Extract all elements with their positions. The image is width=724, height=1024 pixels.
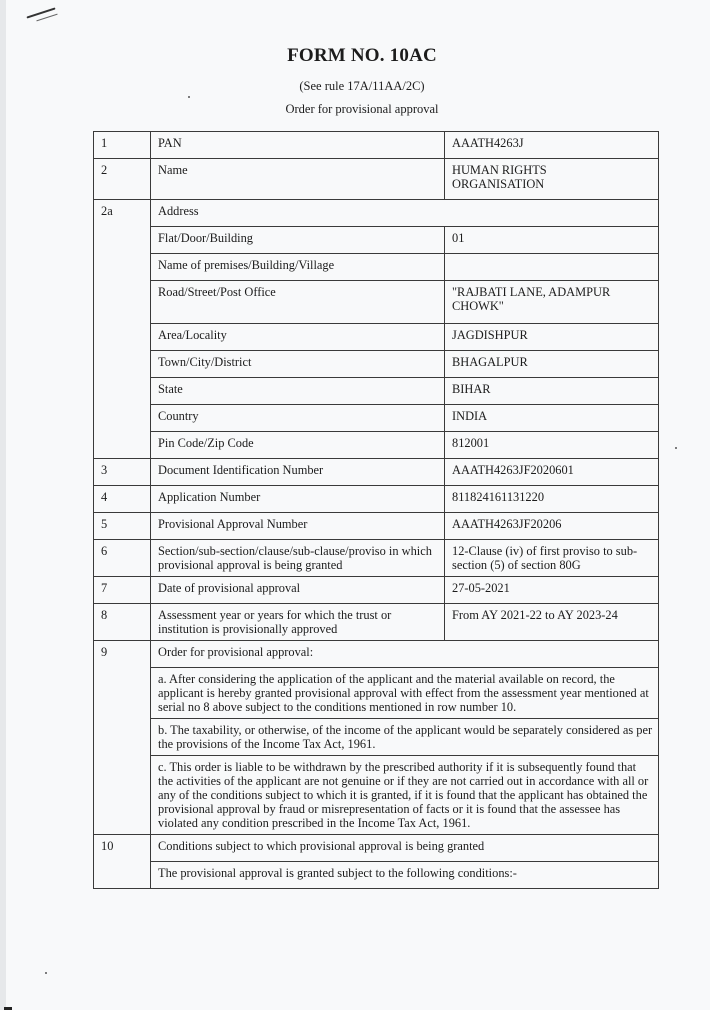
order-paragraph: a. After considering the application of the applicant and the material available on record, the applicant is hereby granted provisional approval with effect from the assessment year mentioned at serial no 8 above subject to the conditions mentioned in row number 10. — [151, 668, 659, 719]
conditions-intro-row — [94, 862, 659, 889]
row-label: Application Number — [151, 486, 445, 513]
address-value — [445, 254, 659, 281]
address-row-country — [94, 405, 659, 432]
address-value: INDIA — [445, 405, 659, 432]
order-paragraph-c — [94, 756, 659, 835]
address-label: Road/Street/Post Office — [151, 281, 445, 324]
row-number: 1 — [94, 132, 151, 159]
approval-table — [93, 131, 659, 889]
address-row-flat — [94, 227, 659, 254]
order-paragraph: b. The taxability, or otherwise, of the income of the applicant would be separately considered as per the provisions of the Income Tax Act, 1961. — [151, 719, 659, 756]
conditions-heading: Conditions subject to which provisional approval is being granted — [151, 835, 659, 862]
address-row-state — [94, 378, 659, 405]
row-number: 4 — [94, 486, 151, 513]
table-row-conditions — [94, 835, 659, 862]
scan-mark — [4, 1007, 12, 1010]
row-number: 2 — [94, 159, 151, 200]
address-row-road — [94, 281, 659, 324]
row-number: 2a — [94, 200, 151, 459]
scan-speck — [675, 447, 677, 449]
conditions-intro: The provisional approval is granted subject to the following conditions:- — [151, 862, 659, 889]
address-value: BHAGALPUR — [445, 351, 659, 378]
pen-mark — [26, 7, 55, 18]
pen-mark — [36, 14, 57, 22]
row-number: 6 — [94, 540, 151, 577]
address-value: 812001 — [445, 432, 659, 459]
page-edge — [0, 0, 6, 1010]
address-label: Area/Locality — [151, 324, 445, 351]
table-row-approval-date — [94, 577, 659, 604]
table-row-document-id — [94, 459, 659, 486]
table-row-approval-number — [94, 513, 659, 540]
row-number: 10 — [94, 835, 151, 889]
address-label: Flat/Door/Building — [151, 227, 445, 254]
row-label: Provisional Approval Number — [151, 513, 445, 540]
table-row-application-number — [94, 486, 659, 513]
address-row-premises — [94, 254, 659, 281]
row-number: 5 — [94, 513, 151, 540]
address-row-town — [94, 351, 659, 378]
address-label: State — [151, 378, 445, 405]
row-number: 8 — [94, 604, 151, 641]
table-row-pan — [94, 132, 659, 159]
row-value: 12-Clause (iv) of first proviso to sub-section (5) of section 80G — [445, 540, 659, 577]
order-paragraph: c. This order is liable to be withdrawn by the prescribed authority if it is subsequently found that the activities of the applicant are not genuine or if they are not carried out in accordance with all or any of the conditions subject to which it is granted, if it is found that the applicant has obtained the provisional approval by fraud or misrepresentation of facts or it is found that the assessee has violated any condition prescribed in the Income Tax Act, 1961. — [151, 756, 659, 835]
row-value: From AY 2021-22 to AY 2023-24 — [445, 604, 659, 641]
order-heading: Order for provisional approval: — [151, 641, 659, 668]
row-label: Document Identification Number — [151, 459, 445, 486]
row-value: HUMAN RIGHTS ORGANISATION — [445, 159, 659, 200]
address-row-area — [94, 324, 659, 351]
row-value: AAATH4263J — [445, 132, 659, 159]
address-row-pin — [94, 432, 659, 459]
order-paragraph-a — [94, 668, 659, 719]
row-value: 27-05-2021 — [445, 577, 659, 604]
table-row-address — [94, 200, 659, 227]
row-label: PAN — [151, 132, 445, 159]
row-label: Address — [151, 200, 659, 227]
row-value: AAATH4263JF2020601 — [445, 459, 659, 486]
address-value: BIHAR — [445, 378, 659, 405]
address-label: Name of premises/Building/Village — [151, 254, 445, 281]
table-row-order — [94, 641, 659, 668]
row-label: Date of provisional approval — [151, 577, 445, 604]
form-title: FORM NO. 10AC — [287, 45, 437, 66]
row-label: Assessment year or years for which the trust or institution is provisionally approved — [151, 604, 445, 641]
address-label: Country — [151, 405, 445, 432]
form-subtitle: Order for provisional approval — [285, 102, 439, 116]
row-value: 811824161131220 — [445, 486, 659, 513]
scan-speck — [188, 96, 190, 98]
row-label: Section/sub-section/clause/sub-clause/proviso in which provisional approval is being granted — [151, 540, 445, 577]
address-value: "RAJBATI LANE, ADAMPUR CHOWK" — [445, 281, 659, 324]
table-row-assessment-year — [94, 604, 659, 641]
address-value: 01 — [445, 227, 659, 254]
address-label: Town/City/District — [151, 351, 445, 378]
order-paragraph-b — [94, 719, 659, 756]
table-row-section — [94, 540, 659, 577]
row-number: 7 — [94, 577, 151, 604]
address-label: Pin Code/Zip Code — [151, 432, 445, 459]
rule-reference: (See rule 17A/11AA/2C) — [299, 79, 425, 93]
row-label: Name — [151, 159, 445, 200]
address-value: JAGDISHPUR — [445, 324, 659, 351]
row-number: 3 — [94, 459, 151, 486]
row-value: AAATH4263JF20206 — [445, 513, 659, 540]
row-number: 9 — [94, 641, 151, 835]
table-row-name — [94, 159, 659, 200]
scan-speck — [45, 972, 47, 974]
